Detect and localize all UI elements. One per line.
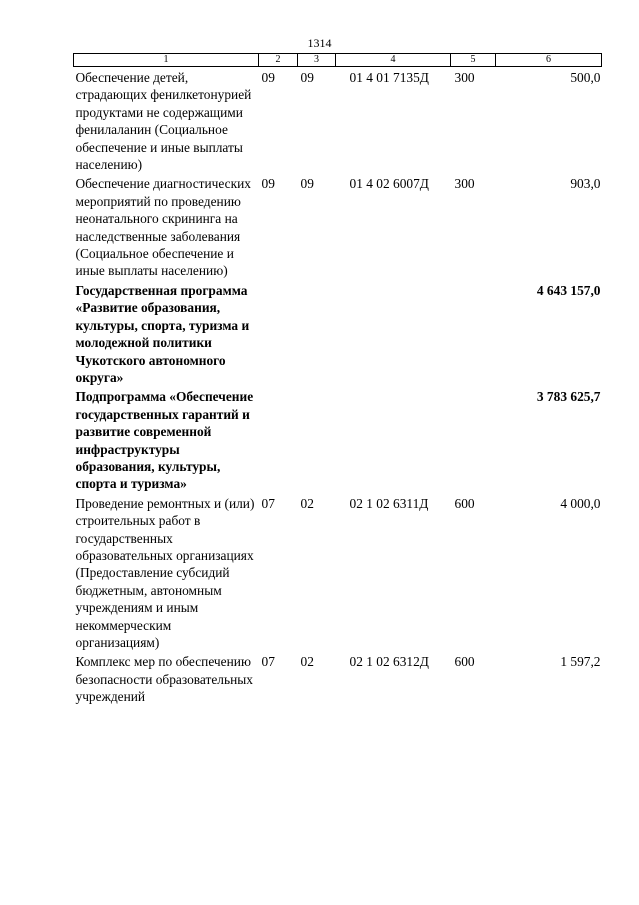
header-row xyxy=(74,54,602,67)
table-header xyxy=(74,54,602,67)
row-section-code: 07 xyxy=(261,495,275,511)
row-section-code: 09 xyxy=(261,70,275,85)
header-col-4: 4 xyxy=(336,54,451,67)
row-subsection-code: 02 xyxy=(300,654,314,670)
row-section-code: 09 xyxy=(261,176,275,192)
row-target-article-code: 02 1 02 6312Д xyxy=(349,654,429,670)
row-expense-type-code: 600 xyxy=(454,495,475,511)
row-amount: 903,0 xyxy=(570,176,601,192)
row-amount: 500,0 xyxy=(570,70,601,85)
row-amount: 4 000,0 xyxy=(560,495,601,511)
table-row xyxy=(74,493,602,652)
table-row xyxy=(74,173,602,279)
row-section-code xyxy=(259,386,298,492)
row-subsection-code xyxy=(298,386,336,492)
row-section-code xyxy=(259,280,298,386)
header-col-1: 1 xyxy=(74,54,259,67)
row-name: Обеспечение диагностических мероприятий по проведению неонатального скрининга на наследственные заболевания (Социальное обеспечение и иные выплаты населению) xyxy=(75,176,251,279)
row-subsection-code xyxy=(298,280,336,386)
row-name: Подпрограмма «Обеспечение государственных гарантий и развитие современной инфраструктуры образования, культуры, спорта и туризма» xyxy=(75,389,254,492)
row-name: Проведение ремонтных и (или) строительных работ в государственных образовательных организациях (Предоставление субсидий бюджетным, автономным учреждениям и иным некоммерческим организациям) xyxy=(75,495,255,650)
row-subsection-code: 02 xyxy=(300,495,314,511)
row-expense-type-code: 300 xyxy=(454,176,475,192)
table-row xyxy=(74,651,602,705)
table-row xyxy=(74,386,602,492)
header-col-5: 5 xyxy=(451,54,496,67)
row-expense-type-code: 300 xyxy=(454,70,475,85)
table-row xyxy=(74,67,602,174)
header-col-6: 6 xyxy=(496,54,602,67)
row-name: Комплекс мер по обеспечению безопасности образовательных учреждений xyxy=(75,654,253,705)
row-amount: 1 597,2 xyxy=(560,654,601,670)
row-section-code: 07 xyxy=(261,654,275,670)
budget-table xyxy=(73,53,602,706)
row-name: Государственная программа «Развитие образования, культуры, спорта, туризма и молодежной политики Чукотского автономного округа» xyxy=(75,282,250,385)
row-target-article-code: 01 4 02 6007Д xyxy=(349,176,429,192)
row-name: Обеспечение детей, страдающих фенилкетонурией продуктами не содержащими фенилаланин (Социальное обеспечение и иные выплаты населению) xyxy=(75,70,252,173)
table-body xyxy=(74,67,602,706)
row-subsection-code: 09 xyxy=(300,176,314,192)
header-col-2: 2 xyxy=(259,54,298,67)
row-subsection-code: 09 xyxy=(300,70,314,85)
header-col-3: 3 xyxy=(298,54,336,67)
row-expense-type-code xyxy=(451,386,496,492)
page-number: 1314 xyxy=(307,36,332,50)
row-target-article-code xyxy=(336,280,451,386)
table-row xyxy=(74,280,602,386)
row-target-article-code xyxy=(336,386,451,492)
row-expense-type-code xyxy=(451,280,496,386)
row-target-article-code: 01 4 01 7135Д xyxy=(349,70,429,85)
row-target-article-code: 02 1 02 6311Д xyxy=(349,495,429,511)
row-amount: 3 783 625,7 xyxy=(536,389,601,405)
row-amount: 4 643 157,0 xyxy=(536,282,601,298)
row-expense-type-code: 600 xyxy=(454,654,475,670)
